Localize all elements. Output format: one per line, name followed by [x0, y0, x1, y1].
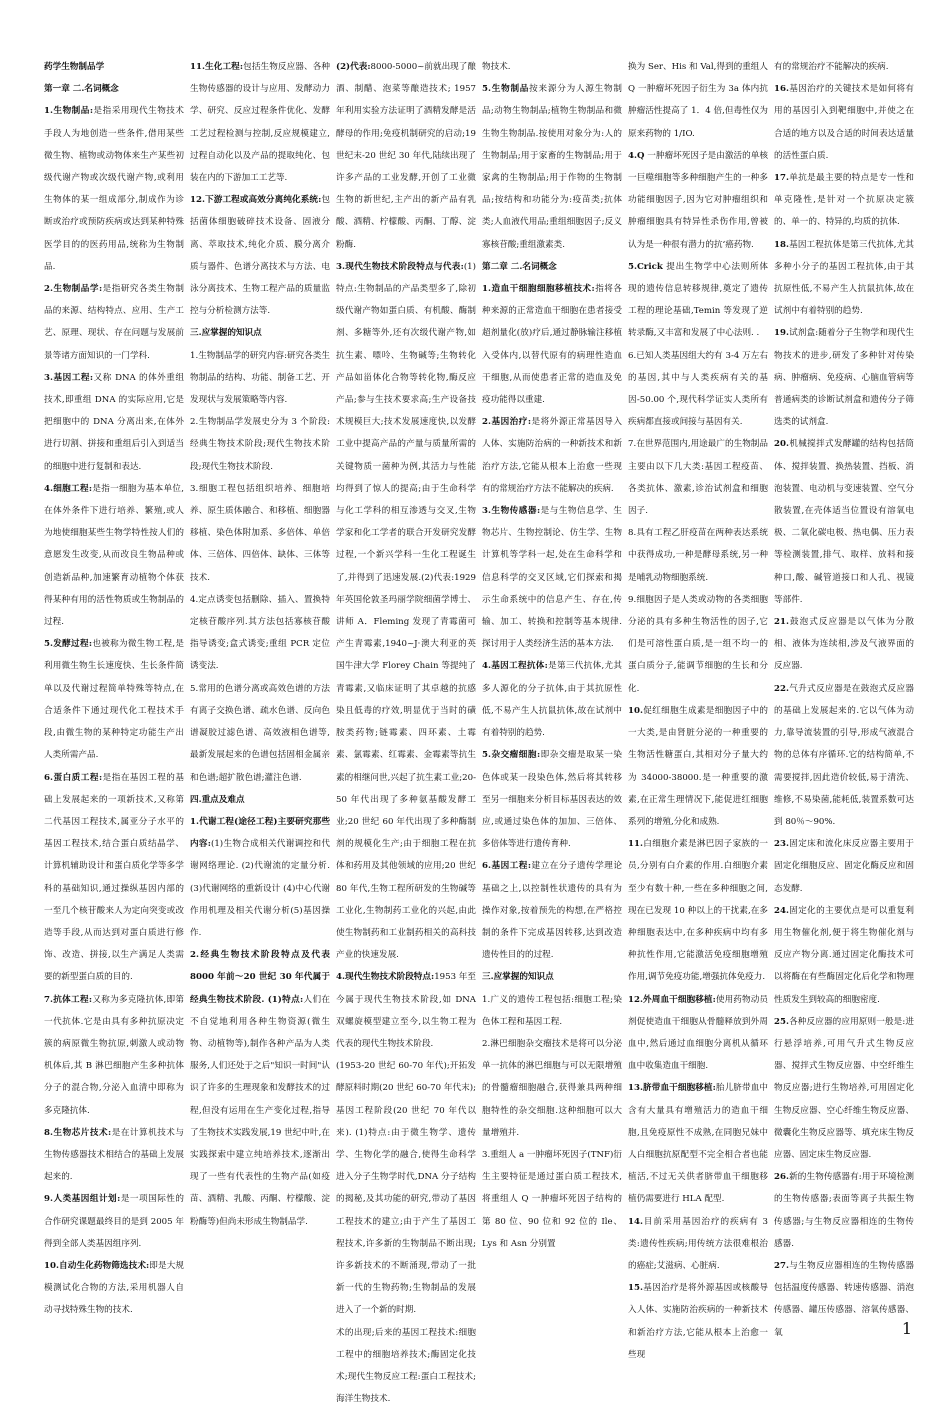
paragraph	[774, 1255, 914, 1344]
term-body: 3.细胞工程包括组织培养、细胞培养、原生质体融合、和移植、细胞器移植、染色体附加系、多倍体、单倍体、三倍体、四倍体、缺体、三体等技术.	[190, 483, 330, 583]
term-body: 2.淋巴细胞杂交瘤技术是将可以分泌单一抗体的淋巴细胞与可以无限增殖的骨髓瘤细胞融合,获得兼具两种细胞特性的杂交细胞.这种细胞可以大量增殖并.	[482, 1038, 622, 1138]
term-heading: 10.自动生化药物筛选技术:	[44, 1260, 150, 1271]
term-body: 一肿瘤坏死因子是由激活的单核一巨噬细胞等多种细胞产生的一种多功能细胞因子,因为它对肿瘤组织和肿瘤细胞具有特异性杀伤作用,曾被认为是一种很有潜力的抗‘癌药物.	[628, 150, 768, 250]
paragraph	[482, 256, 622, 278]
text-column	[44, 56, 184, 1316]
term-heading: 1.生物制品:	[44, 106, 94, 117]
paragraph	[628, 700, 768, 833]
term-heading: 6.蛋白质工程:	[44, 772, 103, 783]
term-body: 使用药物动员剂促使造血干细胞从骨髓释放到外周血中,然后通过血细胞分离机从循环血中收集造血干细胞.	[628, 994, 768, 1072]
term-body: 4.定点诱变包括删除、插入、置换特定核苷酸序列.其方法包括寡核苷酸指导诱变;盒式诱变;重组 PCR 定位诱变法.	[190, 594, 330, 672]
term-heading: 药学生物制品学	[44, 62, 105, 72]
term-heading: 11.	[628, 839, 643, 850]
text-column	[628, 56, 768, 1360]
term-body: 2.生物制品学发展史分为 3 个阶段:经典生物技术阶段;现代生物技术阶段;现代生物技术阶段.	[190, 417, 330, 472]
paragraph	[44, 278, 184, 367]
term-body: 提出生物学中心法则所体现的遗传信息转移规律,奠定了遗传工程的理论基础,Temin 等发现了逆转录酶,又丰富和发展了中心法则. .	[628, 261, 768, 339]
term-heading: 第一章 二.名词概念	[44, 84, 119, 95]
term-body: 气升式反应器是在鼓泡式反应器的基础上发展起来的.它以气体为动力,靠导流装置的引导,形成气液混合物的总体有序循环.它的结构简单,不需要搅拌,因此造价较低,易于清洗、维修,不易染菌,能耗低,装置系数可达到 80％～90%.	[774, 683, 914, 827]
paragraph	[190, 678, 330, 789]
paragraph	[628, 433, 768, 522]
term-body: 基因治疗是将外源基因或核酸导入人体、实施防治疾病的一种新技术和新治疗方法,它能从根本上治愈一些现	[628, 1283, 768, 1360]
term-body: 也被称为微生物工程,是利用微生物生长速度快、生长条件简单以及代谢过程简单特殊等特点,在合适条件下通过现代化工程技术手段,由微生物的某种特定功能生产出人类所需产品.	[44, 639, 184, 761]
term-body: 5.常用的色谱分离或高效色谱的方法有离子交换色谱、疏水色谱、反向色谱凝胶过滤色谱、高效液相色谱等,最新发展起来的色谱包括固相金属亲和色谱;超扩散色谱;灌注色谱.	[190, 683, 330, 783]
paragraph	[628, 1077, 768, 1210]
term-body: 单抗是最主要的特点是专一性和单克隆性,是针对一个抗原决定簇的、单一的、特异的,均质的抗体.	[774, 173, 914, 228]
paragraph	[482, 1033, 622, 1144]
term-body: 物技术.	[482, 62, 511, 72]
text-column	[190, 56, 330, 1286]
term-body: (1)生物合成相关代谢调控和代谢网络理论. (2)代谢流的定量分析. (3)代谢网络的重新设计 (4)中心代谢作用机理及相关代谢分析(5)基因操作.	[190, 839, 330, 938]
term-body: 3.重组人 a 一肿瘤坏死因子(TNF)衍生主要特征是通过蛋白质工程技术,将重组人 Q 一肿瘤坏死因子结构的第 80 位、90 位和 92 位的 Ile、Lys 和 Asn 分别置	[482, 1149, 622, 1249]
paragraph	[628, 256, 768, 345]
term-body: 固定化的主要优点是可以重复利用生物催化剂,便于将生物催化剂与反应产物分离.通过固定化酶技术可以将酶在有些酶固定化后化学和物理性质发生到较高的细胞密度.	[774, 905, 914, 1005]
paragraph	[774, 678, 914, 833]
term-heading: 4.现代生物技术阶段特点:	[336, 972, 435, 983]
term-body: 1.生物制品学的研究内容:研究各类生物制品的结构、功能、制备工艺、开发现状与发展策略等内容.	[190, 350, 331, 406]
term-heading: 5.杂交瘤细胞:	[482, 750, 541, 761]
term-body: 按来源分为人源生物制品;动物生物制品;植物生物制品和微生物生物制品.按使用对象分为:人的生物制品;用于家畜的生物制品;用于家禽的生物制品;用于作物的生物制品;按结构和功能分为:疫苗类;抗体类;人血液代用品;重组细胞因子;反义寡核苷酸;重组激素类.	[482, 84, 622, 250]
paragraph	[336, 1055, 476, 1321]
paragraph	[482, 411, 622, 500]
term-body: 9.细胞因子是人类或动物的各类细胞分泌的具有多种生物活性的因子,它们是可溶性蛋白质,是一组不均一的蛋白质分子,能调节细胞的生长和分化.	[628, 594, 768, 694]
term-body: 白细胞介素是淋巴因子家族的一员,分别有白介素的作用.白细胞介素至少有数十种,一些在多种细胞之间,现在已发现 10 种以上的干扰素,在多种细胞表达中,在多种疾病中均有多种抗性作用,它能激活免疫细胞增殖作用,调节免疫功能,增强抗体免疫力.	[628, 839, 768, 983]
term-body: (1953-20 世纪 60-70 年代);开拓发酵原料时期(20 世纪 60-70 年代末);基因工程阶段(20 世纪 70 年代以来). (1)特点:由于微生物学、遗传学、生物化学的融合,使得生命科学进入分子生物学时代,DNA 分子结构的揭秘,及其功能的研究,带动了基因工程技术的建立;由于产生了基因工程技术,许多新的生物制品不断出现;许多新技术的不断涌现,带动了一批新一代的生物药物;生物制品的发展进入了一个新的时期.	[336, 1061, 476, 1316]
paragraph	[628, 589, 768, 700]
term-body: 与生物反应器相连的生物传感器包括温度传感器、转速传感器、消泡传感器、罐压传感器、溶氧传感器、氧	[774, 1260, 914, 1338]
paragraph	[628, 145, 768, 256]
term-heading: 16.	[774, 84, 789, 95]
term-body: 即杂交瘤是取某一染色体或某一段染色体,然后将其转移至另一细胞来分析目标基因表达的效应,或通过染色体的加加、三倍体、多倍体等进行遗传育种.	[482, 750, 622, 850]
paragraph	[482, 966, 622, 988]
paragraph	[482, 78, 622, 256]
term-heading: 24.	[774, 905, 789, 916]
term-body: 是与生物信息学、生物芯片、生物控制论、仿生学、生物计算机等学科一起,处在生命科学和信息科学的交叉区域,它们探索和揭示生命系统中的信息产生、存在,传输、加工、转换和控制等基本规律.探讨用于人类经济生活的基本方法.	[482, 506, 622, 650]
paragraph	[190, 56, 330, 189]
paragraph	[774, 433, 914, 611]
term-body: 6.已知人类基因组大约有 3-4 万左右的基因,其中与人类疾病有关的基因-50.00 个,现代科学证实人类所有疾病都直接或间接与基因有关.	[628, 350, 768, 428]
text-column	[482, 56, 622, 1286]
term-body: 包括菌体细胞破碎技术设备、固液分离、萃取技术,纯化介质、膜分离介质与器件、色谱分离技术与方法、电泳分离技术、生物工程产品的质量监控与分析检测方法等.	[190, 195, 330, 317]
paragraph	[190, 189, 330, 322]
term-body: 目前采用基因治疗的疾病有 3 类:遗传性疾病;用传统方法很难根治的癌症;艾滋病、心脏病.	[628, 1216, 768, 1271]
term-body: 换为 Ser、His 和 Val,得到的重组人 Q 一肿瘤坏死因子衍生为 3a 体内抗肿瘤活性提高了 1．4 倍,但毒性仅为原来药物的 1/IO.	[628, 62, 768, 139]
term-body: 有的常规治疗不能解决的疾病.	[774, 62, 889, 72]
term-heading: 26.	[774, 1172, 789, 1183]
term-body: (1)特点:生物制品的产品类型多了,除初级代谢产物如蛋白质、有机酸、酶制剂、多糖等外,还有次级代谢产物,如抗生素、嘌呤、生物碱等;生物转化产品如甾体化合物等转化物,酶反应产品;参与生技术要求高;生产设备技术规模巨大;技术发展速度快,以发酵工业中提高产品的产量与质量所需的关键物质一菌种为例,其活力与性能均得到了惊人的提高;由于生命科学与化工学科的相互渗透与交叉,生物学家和化工学者的联合开发研究发酵过程,一个新兴学科一生化工程诞生了,并得到了迅速发展.(2)代表:1929 年英国伦敦圣玛丽学院细菌学博士、讲师 A．Fleming 发现了青霉菌可产生青霉素,1940~J·澳大利亚的英国牛津大学 Florey Chain 等提纯了青霉素,又临床证明了其卓越的抗感染且低毒的疗效,明显优于当时的磺胺类药物;链霉素、四环素、土霉素、氯霉素、红霉素、金霉素等抗生素的相继问世,兴起了抗生素工业;20-50 年代出现了多种氨基酸发酵工业;20 世纪 60 年代出现了多种酶制剂的规模化生产;由于细胞工程在抗体和药用及其他领域的应用;20 世纪 80 年代,生物工程所研发的生物碱等工业化,生物制药工业化的兴起,由此使生物制药和工业制药相关的高科技产业的快速发展.	[336, 261, 476, 961]
term-body: 鼓泡式反应器是以气体为分散相、液体为连续相,涉及气液界面的反应器.	[774, 617, 914, 672]
term-body: 8000-5000~前就出现了酿酒、制醋、泡菜等酿造技术; 1957 年利用实验方法证明了酒精发酵是活酵母的作用;免疫机制研究的启动;19 世纪末-20 世纪 30 年代,陆续出现了许多产品的工业发酵,开创了工业微生物的新世纪,主产出的新产品有乳酸、酒精、柠檬酸、丙酮、丁醇、淀粉酶.	[336, 62, 476, 250]
term-heading: 第二章 二.名词概念	[482, 261, 557, 272]
paragraph	[774, 322, 914, 433]
paragraph	[774, 611, 914, 678]
paragraph	[774, 56, 914, 78]
term-body: 试剂盒:随着分子生物学和现代生物技术的进步,研发了多种针对传染病、肿瘤病、免疫病、心脑血管病等普通病类的诊断试剂盒和遗传分子筛选类的试剂盒.	[774, 328, 914, 428]
paragraph	[190, 478, 330, 589]
term-heading: 13.脐带血干细胞移植:	[628, 1083, 716, 1094]
paragraph	[44, 633, 184, 766]
term-body: 基因治疗的关键技术是如何将有用的基因引入到靶细胞中,并使之在合适的地方以及合适的时间表达适量的活性蛋白质.	[774, 84, 914, 161]
term-body: 1953 年至今属于现代生物技术阶段,如 DNA 双螺旋模型建立至今,以生物工程为代表的现代生物技术阶段.	[336, 972, 476, 1049]
paragraph	[190, 322, 330, 344]
term-body: 建立在分子遗传学理论基础之上,以控制性状遗传的具有为操作对象,按着预先的构想,在严格控制的条件下完成基因转移,达到改造遗传性目的的过程.	[482, 861, 622, 961]
term-heading: 21.	[774, 617, 789, 628]
paragraph	[628, 833, 768, 988]
paragraph	[44, 56, 184, 78]
term-body: 各种反应器的应用原则一般是:进行悬浮培养,可用气升式生物反应器、搅拌式生物反应器、中空纤维生物反应器;进行生物培养,可用固定化生物反应器、空心纤维生物反应器、微囊化生物反应器等、填充床生物反应器、固定床生物反应器.	[774, 1016, 914, 1160]
term-heading: 四.重点及难点	[190, 794, 245, 805]
paragraph	[482, 989, 622, 1033]
term-heading: 4.基因工程抗体:	[482, 661, 548, 672]
term-body: 促红细胞生成素是细胞因子中的一大类,是由肾脏分泌的一种重要的生物活性糖蛋白,其相对分子量大约为 34000-38000.是一种重要的激素,在正常生理情况下,能促进红细胞系列的增殖,分化和成熟.	[628, 705, 768, 827]
paragraph	[774, 900, 914, 1011]
paragraph	[628, 522, 768, 589]
paragraph	[190, 411, 330, 478]
term-heading: 6.基因工程:	[482, 861, 532, 872]
term-heading: 12.外周血干细胞移植:	[628, 994, 716, 1005]
paragraph	[482, 855, 622, 966]
paragraph	[190, 345, 330, 412]
paragraph	[44, 78, 184, 100]
term-heading: 2.经典生物技术阶段特点及代表 8000 年前～20 世纪 30 年代属于经典生物技术阶段. (1)特点:	[190, 950, 330, 1005]
paragraph	[44, 1122, 184, 1189]
text-columns	[44, 56, 914, 1405]
term-heading: 17.	[774, 173, 789, 184]
term-heading: 12.下游工程或高效分离纯化系统:	[190, 195, 322, 206]
paragraph	[628, 345, 768, 434]
paragraph	[774, 1166, 914, 1255]
term-heading: 27.	[774, 1260, 789, 1271]
paragraph	[482, 56, 622, 78]
paragraph	[774, 78, 914, 167]
paragraph	[628, 1211, 768, 1278]
term-body: 7.在世界范围内,用途最广的生物制品主要由以下几大类:基因工程疫苗、各类抗体、激素,诊治试剂盒和细胞因子.	[628, 439, 768, 517]
term-heading: 11.生化工程:	[190, 62, 244, 72]
term-heading: 14.	[628, 1216, 643, 1227]
paragraph	[44, 767, 184, 989]
term-body: 是将外源正常基因导入人体、实施防治病的一种新技术和新治疗方法,它能从根本上治愈一些现有的常规治疗方法不能解决的疾病.	[482, 417, 622, 494]
term-heading: 22.	[774, 683, 789, 694]
paragraph	[628, 56, 768, 145]
term-body: 术的出现;后来的基因工程技术:细胞工程中的细胞培养技术;酶固定化技术;现代生物反应工程:蛋白工程技术;海洋生物技术.	[336, 1327, 476, 1405]
term-body: 机械搅拌式发酵罐的结构包括筒体、搅拌装置、换热装置、挡板、消泡装置、电动机与变速装置、空气分散装置,在壳体适当位置设有溶氧电极、二氧化碳电极、热电偶、压力表等检测装置,排气、取样、放料和接种口,酸、碱管道接口和人孔、视镜等部件.	[774, 439, 914, 605]
term-body: 是在计算机技术与生物传感器技术相结合的基础上发展起来的.	[44, 1127, 184, 1183]
paragraph	[482, 1144, 622, 1255]
term-heading: 23.	[774, 839, 789, 850]
term-body: 胎儿脐带血中含有大量具有增殖活力的造血干细胞,且免疫原性不成熟,在同胞兄妹中人白细胞抗原配型不完全相合者也能植活,不过无关供者脐带血干细胞移植仍需要进行 HLA 配型.	[628, 1083, 768, 1205]
paragraph	[774, 167, 914, 234]
paragraph	[482, 500, 622, 655]
paragraph	[628, 989, 768, 1078]
text-column	[774, 56, 914, 1338]
term-body: 又称 DNA 的体外重组技术,即重组 DNA 的实际应用,它是把细胞中的 DNA 分离出来,在体外进行切割、拼接和重组后引入到适当的细胞中进行复制和表达.	[44, 372, 184, 472]
text-column	[336, 56, 476, 1405]
paragraph	[44, 478, 184, 633]
paragraph	[44, 1255, 184, 1322]
term-body: 是指在基因工程的基础上发展起来的一项新技术,又称第二代基因工程技术,属亚分子水平的基因工程技术,结合蛋白质结晶学、计算机辅助设计和蛋白质化学等多学科的基础知识,通过操纵基因内部的一至几个核苷酸来人为定向突变或改造等手段,从而达到对蛋白质进行修饰、改造、拼接,以生产满足人类需要的新型蛋白质的目的.	[44, 772, 184, 983]
term-heading: 20.	[774, 439, 789, 450]
paragraph	[44, 367, 184, 478]
term-body: 是指采用现代生物技术手段人为地创造一些条件,借用某些微生物、植物或动物体来生产某些初级代谢产物或次级代谢产物,或利用生物体的某一组成部分,制成作为诊断或治疗或预防疾病或达到某种特殊医学目的的医药用品,统称为生物制品.	[44, 106, 184, 272]
paragraph	[774, 1011, 914, 1166]
paragraph	[336, 1322, 476, 1410]
paragraph	[190, 589, 330, 678]
term-heading: 25.	[774, 1016, 789, 1027]
term-heading: 1.代谢工程(途径工程)主要研究那些内容:	[190, 816, 330, 850]
paragraph	[482, 655, 622, 744]
term-heading: 三.应掌握的知识点	[190, 328, 262, 339]
paragraph	[482, 744, 622, 855]
term-heading: 5.发酵过程:	[44, 639, 93, 650]
term-body: 新的生物传感器有:用于环境检测的生物传感器;表面等离子共振生物传感器;与生物反应器相连的生物传感器.	[774, 1172, 914, 1249]
term-heading: 15.	[628, 1283, 643, 1294]
term-heading: 1.造血干细胞细胞移植技术:	[482, 284, 595, 295]
paragraph	[190, 944, 330, 1233]
term-heading: 三.应掌握的知识点	[482, 972, 554, 983]
term-heading: (2)代表:	[336, 62, 371, 72]
term-heading: 3.基因工程:	[44, 372, 94, 383]
paragraph	[44, 989, 184, 1122]
term-heading: 7.抗体工程:	[44, 994, 93, 1005]
term-heading: 5.Crick	[628, 261, 663, 272]
page-number: 1	[901, 1319, 912, 1338]
term-heading: 18.	[774, 239, 789, 250]
term-body: 基因工程抗体是第三代抗体,尤其多种小分子的基因工程抗体,由于其抗原性低,不易产生人抗鼠抗体,故在试剂中有着特别的趋势.	[774, 239, 914, 317]
term-body: 是指一细胞为基本单位,在体外条件下进行培养、繁殖,或人为地使细胞某些生物学特性按人们的意愿发生改变,从而改良生物品种或创造新品种,加速繁育动植物个体获得某种有用的活性物质或生物制品的过程.	[44, 483, 184, 628]
term-body: 人们在不自觉地利用各种生物资源(微生物、动植物等),制作各种产品为人类服务,人们还处于之后"知识一时间"认识了许多的生理现象和发酵技术的过程,但没有运用在生产变化过程,指导了生物技术实践发展,19 世纪中叶,在实践探索中建立纯培养技术,逐渐出现了一些有代表性的生物产品(如疫苗、酒精、乳酸、丙酮、柠檬酸、淀粉酶等)但尚未形成生物制品学.	[190, 994, 330, 1227]
paragraph	[190, 789, 330, 811]
paragraph	[44, 1188, 184, 1255]
term-heading: 2.生物制品学:	[44, 284, 103, 295]
term-heading: 3.现代生物技术阶段特点与代表:	[336, 261, 464, 272]
term-heading: 4.细胞工程:	[44, 483, 93, 494]
term-body: 是一项国际性的合作研究课题最终目的是到 2005 年得到全部人类基因组序列.	[44, 1194, 184, 1249]
term-heading: 2.基因治疗:	[482, 417, 532, 428]
term-heading: 3.生物传感器:	[482, 506, 541, 517]
term-body: 即是大规模测试化合物的方法,采用机器人自动寻找特殊生物的技术.	[44, 1260, 184, 1316]
term-heading: 5.生物制品	[482, 84, 530, 95]
term-body: 包括生物反应器、各种生物传感器的设计与应用、发酵动力学、研究、反应过程条件优化、发酵工艺过程检测与控制,反应规模建立,过程自动化以及产品的提取纯化、包装在内的下游加工工艺等.	[190, 62, 330, 184]
paragraph	[190, 811, 330, 944]
term-heading: 8.生物芯片技术:	[44, 1127, 112, 1138]
paragraph	[628, 1277, 768, 1366]
term-body: 固定床和流化床反应器主要用于固定化细胞反应、固定化酶反应和固态发酵.	[774, 839, 914, 894]
term-body: 是第三代抗体,尤其多人源化的分子抗体,由于其抗原性低,不易产生人抗鼠抗体,故在试剂中有着特别的趋势.	[482, 661, 622, 739]
paragraph	[774, 234, 914, 323]
paragraph	[336, 56, 476, 256]
paragraph	[774, 833, 914, 900]
term-body: 8.具有工程乙肝疫苗在两种表达系统中获得成功,一种是酵母系统,另一种是哺乳动物细胞系统.	[628, 528, 768, 583]
paragraph	[482, 278, 622, 411]
term-body: 是指研究各类生物制品的来源、结构特点、应用、生产工艺、原理、现状、存在问题与发展前景等诸方面知识的一门学科.	[44, 284, 184, 361]
term-heading: 10.	[628, 705, 643, 716]
paragraph	[336, 966, 476, 1055]
term-body: 指将各种来源的正常造血干细胞在患者接受超剂量化(放)疗后,通过静脉输注移植入受体内,以替代原有的病理性造血干细胞,从而使患者正常的造血及免疫功能得以重建.	[482, 284, 622, 406]
term-body: 又称为多克隆抗体,即第一代抗体.它是由具有多种抗原决定簇的病原微生物抗原,刺激人或动物机体后,其 B 淋巴细胞产生多种抗体分子的混合物,分泌入血清中即称为多克隆抗体.	[44, 994, 184, 1116]
paragraph	[44, 100, 184, 278]
term-heading: 9.人类基因组计划:	[44, 1194, 121, 1205]
term-body: 1.广义的遗传工程包括:细胞工程;染色体工程和基因工程.	[482, 994, 622, 1027]
term-heading: 4.Q	[628, 150, 645, 161]
term-heading: 19.	[774, 328, 789, 339]
paragraph	[336, 256, 476, 967]
